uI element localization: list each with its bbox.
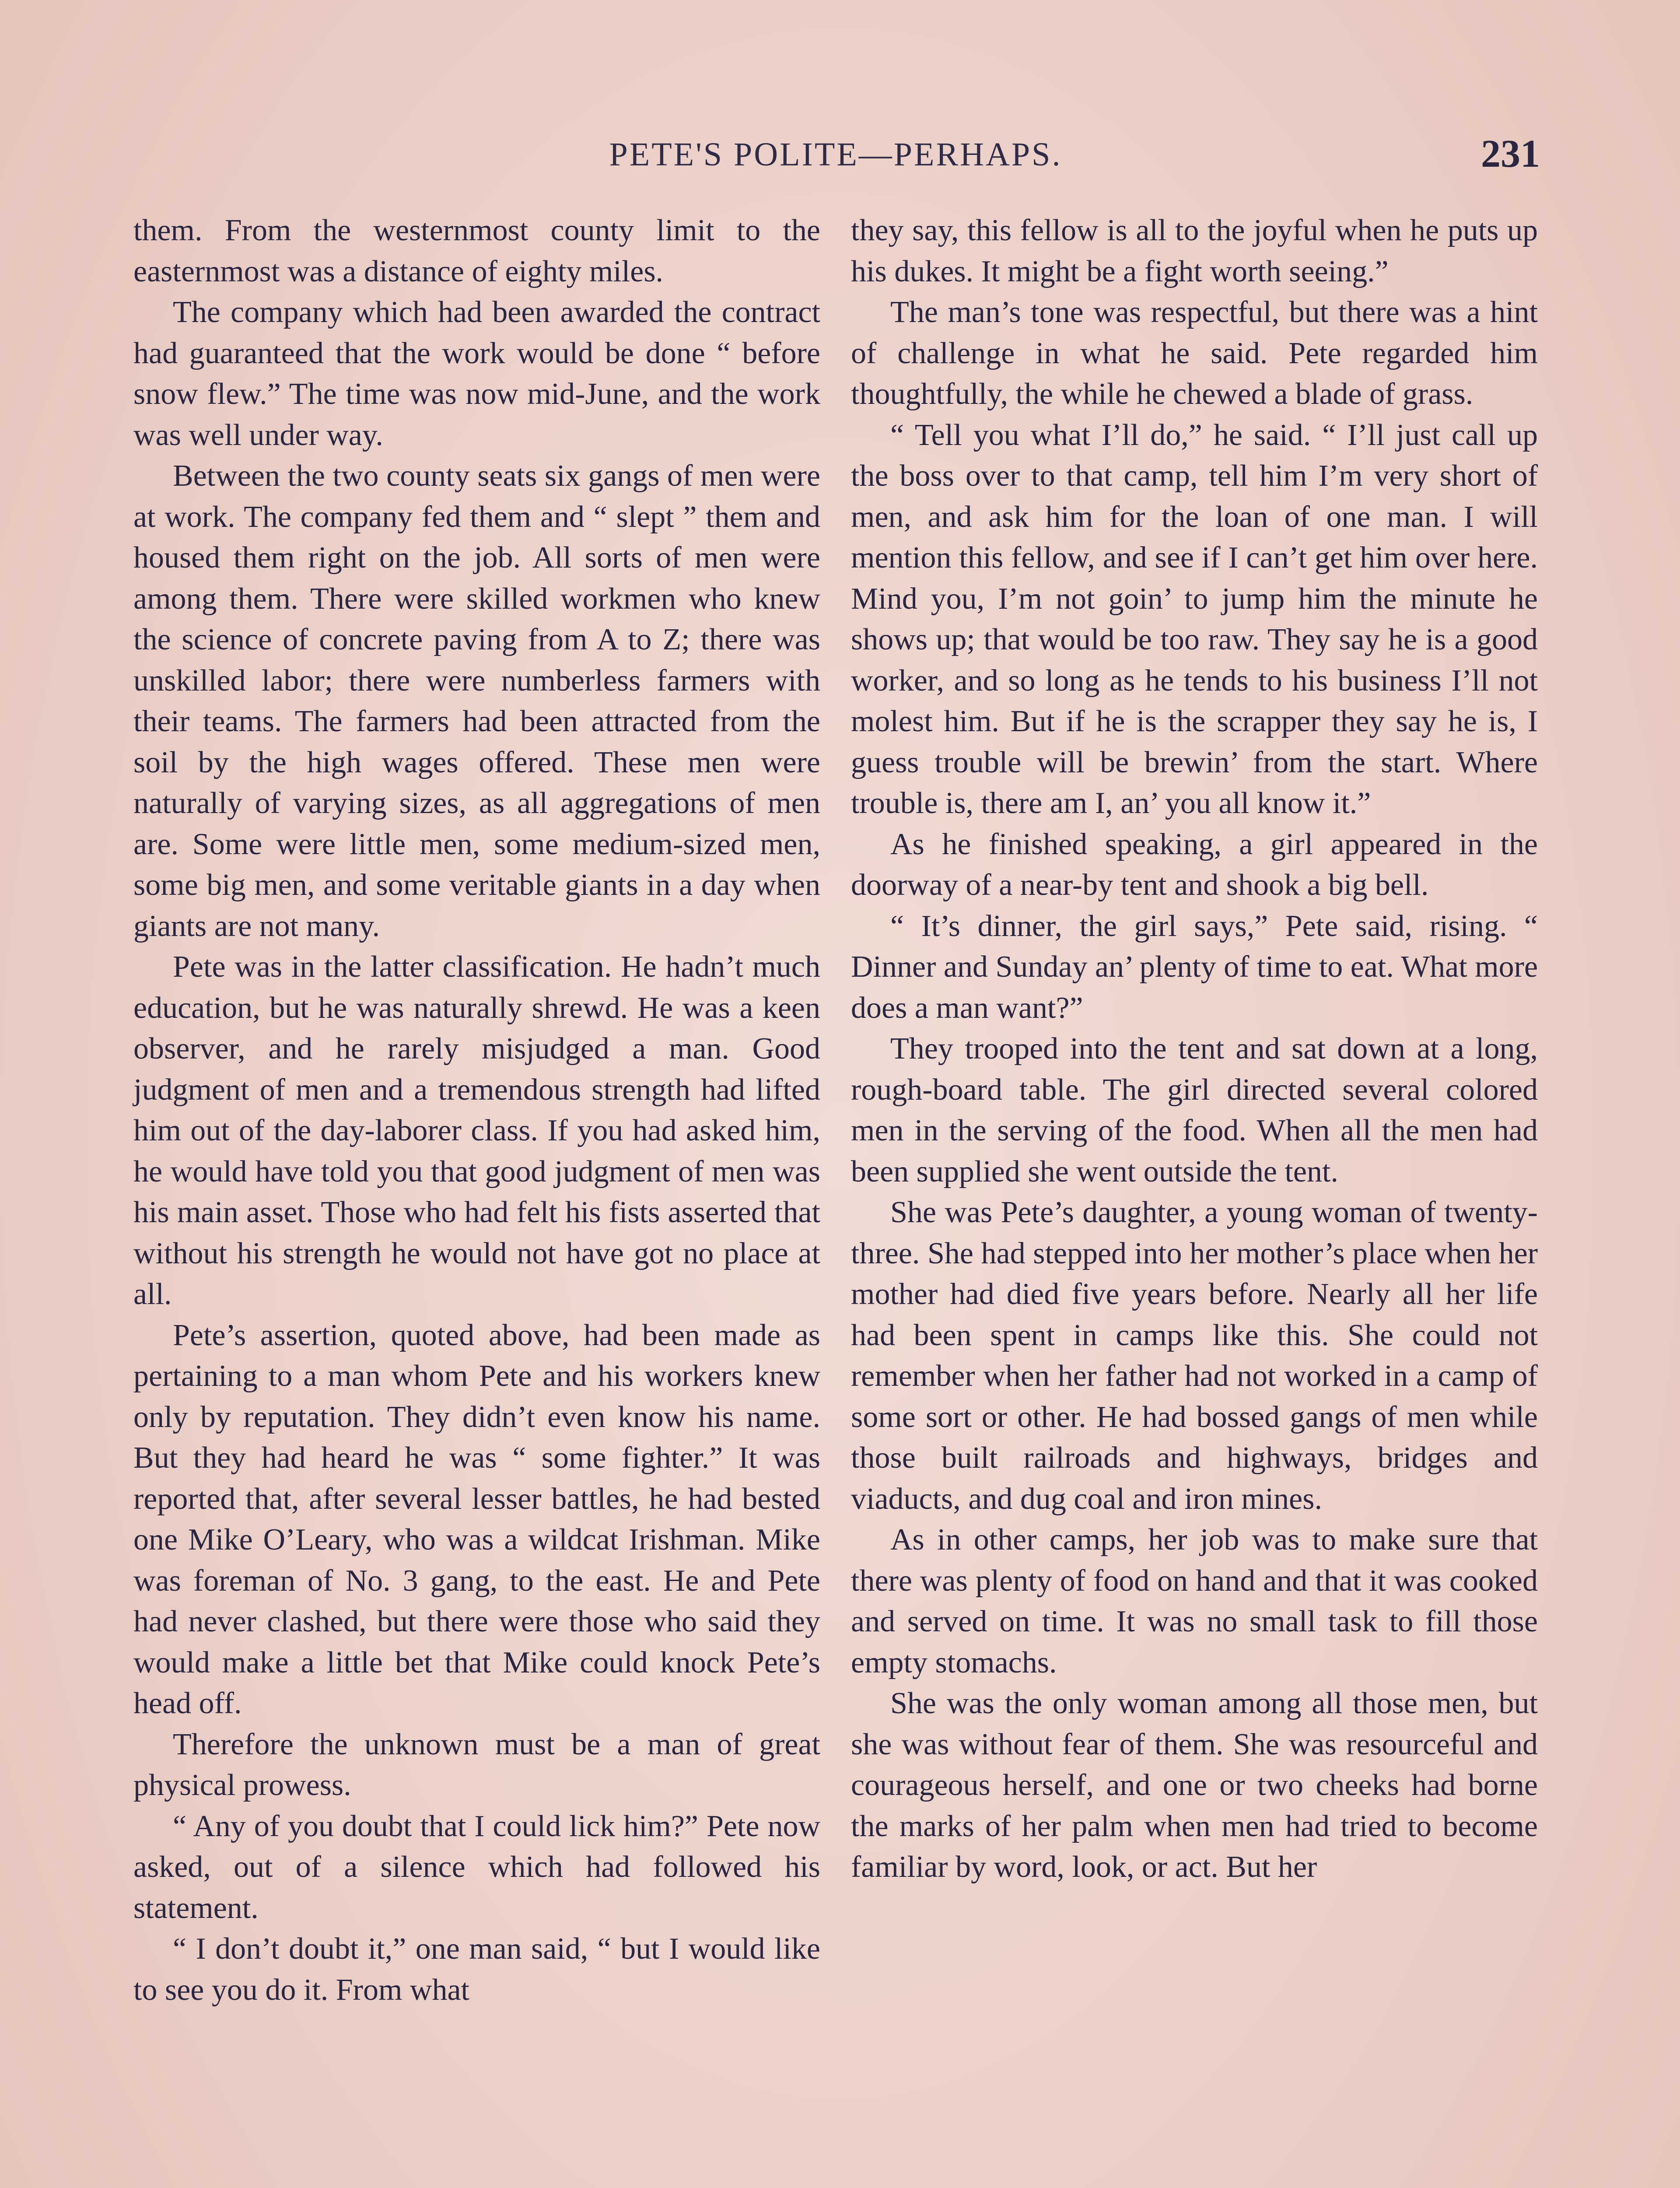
paragraph: “ Tell you what I’ll do,” he said. “ I’ll just call up the boss over to that camp, tell him I’m very short of men, and ask him for the loan of one man. I will mention this fellow, and see if I can’t get him over here. Mind you, I’m not goin’ to jump him the minute he shows up; that would be too raw. They say he is a good worker, and so long as he tends to his business I’ll not molest him. But if he is the scrapper they say he is, I guess trouble will be brewin’ from the start. Where trouble is, there am I, an’ you all know it.” <box>851 418 1538 820</box>
paragraph: they say, this fellow is all to the joyful when he puts up his dukes. It might be a fight worth seeing.” <box>851 214 1538 288</box>
paragraph: As he finished speaking, a girl appeared in the doorway of a near-by tent and shook a big bell. <box>851 827 1538 902</box>
paragraph: As in other camps, her job was to make sure that there was plenty of food on hand and that it was cooked and served on time. It was no small task to fill those empty stomachs. <box>851 1523 1538 1680</box>
paragraph: “ Any of you doubt that I could lick him?” Pete now asked, out of a silence which had followed his statement. <box>133 1809 820 1925</box>
running-head <box>131 131 1540 179</box>
paragraph: Pete’s assertion, quoted above, had been made as pertaining to a man whom Pete and his workers knew only by reputation. They didn’t even know his name. But they had heard he was “ some fighter.” It was reported that, after several lesser battles, he had bested one Mike O’Leary, who was a wildcat Irishman. Mike was foreman of No. 3 gang, to the east. He and Pete had never clashed, but there were those who said they would make a little bet that Mike could knock Pete’s head off. <box>133 1318 820 1720</box>
paragraph: Between the two county seats six gangs of men were at work. The company fed them and “ slept ” them and housed them right on the job. All sorts of men were among them. There were skilled workmen who knew the science of concrete paving from A to Z; there was unskilled labor; there were numberless farmers with their teams. The farmers had been attracted from the soil by the high wages offered. These men were naturally of varying sizes, as all aggregations of men are. Some were little men, some medium-sized men, some big men, and some veritable giants in a day when giants are not many. <box>133 459 820 943</box>
left-column <box>133 210 820 2010</box>
paragraph: The man’s tone was respectful, but there was a hint of challenge in what he said. Pete regarded him thoughtfully, the while he chewed a blade of grass. <box>851 295 1538 411</box>
page-number: 231 <box>1481 132 1540 175</box>
paragraph: Therefore the unknown must be a man of great physical prowess. <box>133 1727 820 1802</box>
paragraph: They trooped into the tent and sat down at a long, rough-board table. The girl directed several colored men in the serving of the food. When all the men had been supplied she went outside the tent. <box>851 1032 1538 1189</box>
paragraph: them. From the westernmost county limit to the easternmost was a distance of eighty miles. <box>133 214 820 288</box>
running-title: PETE'S POLITE—PERHAPS. <box>609 136 1062 173</box>
paragraph: Pete was in the latter classification. He hadn’t much education, but he was naturally shrewd. He was a keen observer, and he rarely misjudged a man. Good judgment of men and a tremendous strength had lifted him out of the day-laborer class. If you had asked him, he would have told you that good judgment of men was his main asset. Those who had felt his fists asserted that without his strength he would not have got no place at all. <box>133 950 820 1311</box>
paragraph: The company which had been awarded the contract had guaranteed that the work would be done “ before snow flew.” The time was now mid-June, and the work was well under way. <box>133 295 820 452</box>
paragraph: “ It’s dinner, the girl says,” Pete said, rising. “ Dinner and Sunday an’ plenty of time to eat. What more does a man want?” <box>851 909 1538 1025</box>
paragraph: She was the only woman among all those men, but she was without fear of them. She was resourceful and courageous herself, and one or two cheeks had borne the marks of her palm when men had tried to become familiar by word, look, or act. But her <box>851 1687 1538 1884</box>
paragraph: “ I don’t doubt it,” one man said, “ but I would like to see you do it. From what <box>133 1932 820 2007</box>
paragraph: She was Pete’s daughter, a young woman of twenty-three. She had stepped into her mother’s place when her mother had died five years before. Nearly all her life had been spent in camps like this. She could not remember when her father had not worked in a camp of some sort or other. He had bossed gangs of men while those built railroads and highways, bridges and viaducts, and dug coal and iron mines. <box>851 1196 1538 1516</box>
right-column <box>851 210 1538 1888</box>
